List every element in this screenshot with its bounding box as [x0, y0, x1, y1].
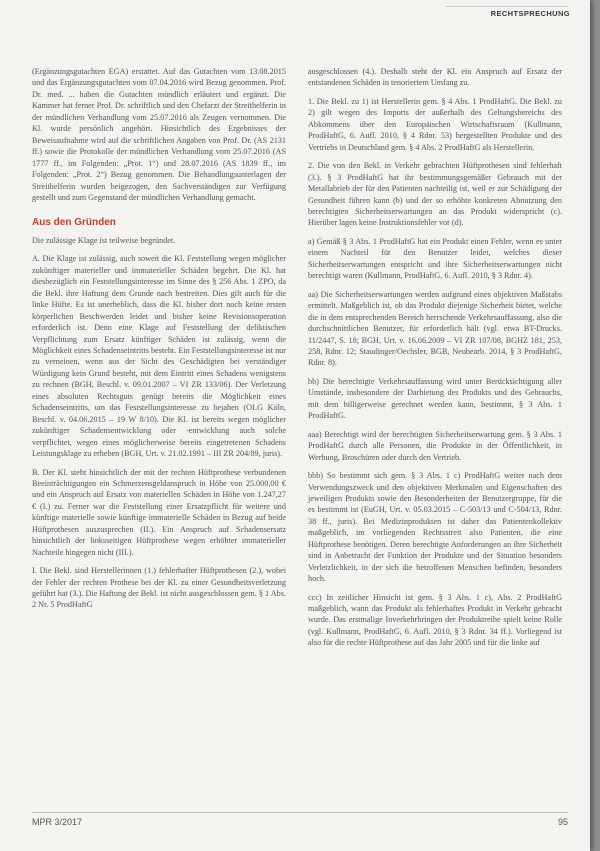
page-number: 95: [557, 817, 568, 827]
paragraph-a: A. Die Klage ist zulässig, auch soweit die Kl. Feststellung wegen möglicher zukünftiger materieller und immaterieller Schäden begehrt. Die Kl. hat diesbezüglich ein Feststellungsinteresse im Sinne des § 256 Abs. 1 ZPO, da die Bekl. ihre Haftung dem Grunde nach bestreiten. Dies gilt auch für die linke Hüfte. Es ist unerheblich, dass die Kl. bisher dort noch keine ersten körperlichen Beschwerden leidet und bisher keine Revisionsoperation erforderlich ist. Denn eine Klage auf Feststellung der deliktischen Verpflichtung zum Ersatz künftiger Schäden ist zulässig, wenn die Möglichkeit eines Schadenseintritts besteht. Ein Feststellungsinteresse ist nur zu verneinen, wenn aus der Sicht des Geschädigten bei verständiger Würdigung kein Grund besteht, mit dem Eintritt eines Schadens wenigstens zu rechnen (BGH, Beschl. v. 09.01.2007 – VI ZR 133/06). Der Verletzung eines absoluten Rechtsguts genügt bereits die Möglichkeit eines Schadenseintritts, um das Feststellungsinteresse zu bejahen (OLG Köln, Beschl. v. 04.06.2015 – 19 W 8/10). Die Kl. ist bereits wegen möglicher zukünftiger Schadensentwicklung oder -entwicklung auch solche verpflichtet, wegen eines möglicherweise bereits eingetretenen Schadens Leistungsklage zu erheben (BGH, Urt. v. 21.02.1991 – III ZR 204/89, juris).: [32, 254, 286, 459]
section-heading: Aus den Gründen: [32, 217, 116, 229]
right-column: [308, 66, 562, 656]
right-intro-paragraph: ausgeschlossen (4.). Deshalb steht der Kl. ein Anspruch auf Ersatz der entstandenen Schäden in tenoriertem Umfang zu.: [308, 67, 562, 88]
paragraph-c: I. Die Bekl. sind Herstellerinnen (1.) fehlerhafter Hüftprothesen (2.), wobei der Fehler der rechten Prothese bei der Kl. zu einer Gesundheitsverletzung geführt hat (3.). Die Haftung der Bekl. ist nicht ausgeschlossen gem. § 1 Abs. 2 Nr. 5 ProdHaftG: [32, 566, 286, 610]
journal-issue: MPR 3/2017: [32, 817, 83, 827]
header-rule: [446, 6, 568, 7]
paragraph-2: 2. Die von den Bekl. in Verkehr gebrachten Hüftprothesen sind fehlerhaft (3.). § 3 ProdHaftG hat ihr bestimmungsgemäßer Gebrauch mit der Metallabrieb der für den Patienten nachteilig ist, weil er zur Schädigung der Gesundheit führen kann (b) und der so erhöhte konkreten Abnutzung den berechtigten Sicherheitserwartungen an das Produkt widerspricht (c). Hierüber lagen keine Instruktionsfehler vor (d).: [308, 161, 562, 228]
left-intro-paragraph: (Ergänzungsgutachten EGA) erstattet. Auf das Gutachten vom 13.08.2015 und das Ergänzungsgutachten vom 07.04.2016 wird Bezug genommen. Prof. Dr. med. ... haben die Gutachten mündlich erläutert und ergänzt. Die Kammer hat ferner Prof. Dr. schriftlich und den Chefarzt der Streithelferin in der mündlichen Verhandlung vom 25.07.2016 als Zeugen vernommen. Die Kl. wurde persönlich angehört. Hinsichtlich des Ergebnisses der Beweisaufnahme wird auf die schriftlichen Angaben von Prof. Dr. (AS 2131 ff.) sowie die Protokolle der mündlichen Verhandlung vom 25.07.2016 (AS 1777 ff., im Folgenden: „Prot. 1“) und 28.07.2016 (AS 1839 ff., im Folgenden: „Prot. 2“) Bezug genommen. Die Behandlungsunterlagen der Streithelferin wurden beigezogen, den Sachverständigen zur Verfügung gestellt und zum Gegenstand der mündlichen Verhandlung gemacht.: [32, 67, 286, 202]
footer-rule: [32, 812, 568, 813]
paragraph-2bb: bb) Die berechtigte Verkehrsauffassung wird unter Berücksichtigung aller Umstände, insbesondere der Darbietung des Produkts und des Gebrauchs, mit dem billigerweise gerechnet werden kann, bestimmt, § 3 Abs. 1 ProdHaftG.: [308, 376, 562, 421]
paragraph-2aa: aa) Die Sicherheitserwartungen werden aufgrund eines objektiven Maßstabs ermittelt. Maßgeblich ist, ob das Produkt diejenige Sicherheit bietet, welche die in dem entsprechenden Bereich herrschende Verkehrsauffassung, also die durchschnittlichen Benutzer, für erforderlich hält (vgl. etwa BT-Drucks. 11/2447, S. 18; BGH, Urt. v. 16.06.2009 – VI ZR 107/08, BGHZ 181, 253, 258, Rdnr. 12; Staudinger/Oechsler, BGB, Neubearb. 2014, § 3 ProdHaftG, Rdnr. 8).: [308, 289, 562, 368]
left-column: [32, 66, 286, 618]
paragraph-2aaa: aaa) Berechtigt wird der berechtigten Sicherheitserwartung gem. § 3 Abs. 1 ProdHaftG durch alle Personen, die Produkte in der Öffentlichkeit, in Werbung, Broschüren oder durch den Vertrieb.: [308, 429, 562, 462]
paragraph-2a: a) Gemäß § 3 Abs. 1 ProdHaftG hat ein Produkt einen Fehler, wenn es unter einem Nachteil für den Benutzer leidet, welches dieser Sicherheitserwartungen entspricht und ihre Sicherheitserwartungen nicht berechtigt waren (Kullmann, ProdHaftG, 6. Aufl. 2010, § 3 Rdnr. 4).: [308, 236, 562, 281]
paragraph-b: B. Der Kl. steht hinsichtlich der mit der rechten Hüftprothese verbundenen Beeinträchtigungen ein Schmerzensgeldanspruch in Höhe von 25.000,00 € und ein Anspruch auf Ersatz von materiellen Schäden in Höhe von 1.247,27 € (I.) zu. Ferner war die Feststellung einer Ersatzpflicht für weitere und künftige materielle sowie künftige immaterielle Schäden in Bezug auf beide Hüftprothesen auszusprechen (II.). Ein Anspruch auf Schadensersatz hinsichtlich der linksseitigen Hüftprothese wegen erhöhter immaterieller Nachteile hingegen nicht (III.).: [32, 467, 286, 557]
lead-paragraph: Die zulässige Klage ist teilweise begründet.: [32, 235, 176, 245]
section-header: RECHTSPRECHUNG: [490, 9, 570, 18]
paragraph-2ccc: ccc) In zeitlicher Hinsicht ist gem. § 3 Abs. 1 c), Abs. 2 ProdHaftG maßgeblich, wann das Produkt als fehlerhaftes Produkt in Verkehr gebracht wurde. Das erstmalige Inverkehrbringen der Produktreihe spielt keine Rolle (vgl. Kullmann, ProdHaftG, 6. Aufl. 2010, § 3 Rdnr. 34 ff.). Vorliegend ist also für die rechte Hüftprothese auf das Jahr 2005 und für die linke auf: [308, 592, 562, 648]
paragraph-1: 1. Die Bekl. zu 1) ist Herstellerin gem. § 4 Abs. 1 ProdHaftG. Die Bekl. zu 2) gilt wegen des Imports der außerhalb des Geltungsbereichs des Abkommens über den Europäischen Wirtschaftsraum (Kullmann, ProdHaftG, 6. Aufl. 2010, § 4 Rdnr. 53) hergestellten Produkte und des Vertriebs in Deutschland gem. § 4 Abs. 2 ProdHaftG als Herstellerin.: [308, 96, 562, 152]
paragraph-2bbb: bbb) So bestimmt sich gem. § 3 Abs. 1 c) ProdHaftG weiter nach dem Verwendungszweck und den objektiven Merkmalen und Eigenschaften des jeweiligen Produkts sowie den Besonderheiten der Benutzergruppe, für die es bestimmt ist (EuGH, Urt. v. 05.03.2015 – C-503/13 und C-504/13, Rdnr. 38 ff., juris). Bei Medizinprodukten ist daher das Patientenkollektiv maßgeblich, im vorliegenden Rechtsstreit also Patienten, die eine Hüftprothese benötigen. Deren berechtigte Anforderungen an ihre Sicherheit sind in Anbetracht der Funktion der Produkte und der Situation besonders Verletzlichkeit, in der sich die betroffenen Menschen befinden, besonders hoch.: [308, 471, 562, 584]
